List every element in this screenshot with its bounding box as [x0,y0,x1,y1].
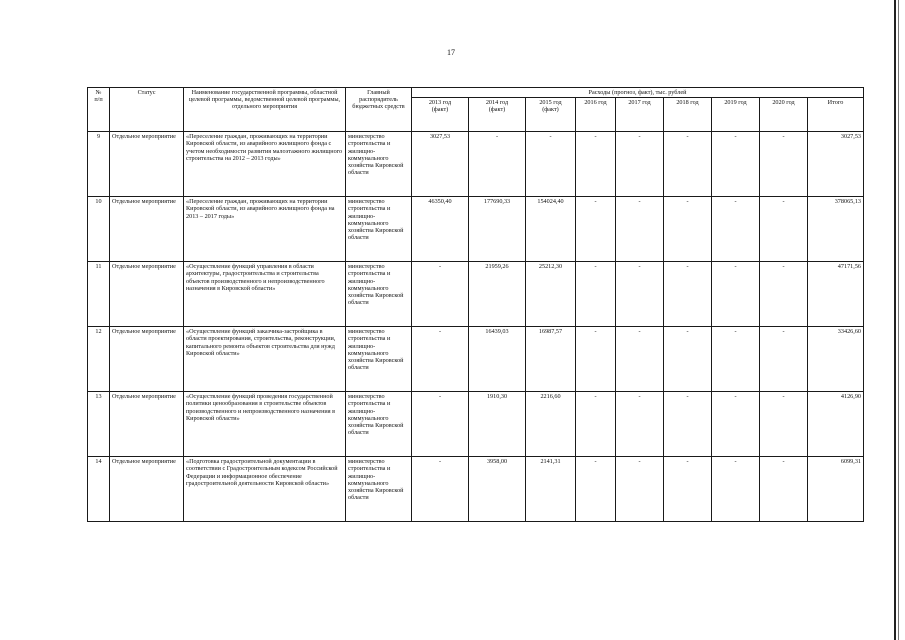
header-year: 2015 год (факт) [526,98,576,132]
row-value: 3958,00 [469,457,526,522]
row-name: «Подготовка градостроительной документации в соответствии с Градостроительным кодексом Российской Федерации и информационное обеспечение градостроительной деятельности Кировской области» [184,457,346,522]
row-value: - [664,132,712,197]
row-value: - [664,197,712,262]
row-value: - [576,132,616,197]
row-value: 1910,30 [469,392,526,457]
row-no: 12 [88,327,110,392]
row-name: «Осуществление функций проведения государственной политики ценообразования в строительстве объектов производственного и непроизводственного назначения в Кировской области» [184,392,346,457]
row-name: «Осуществление функций управления в области архитектуры, градостроительства и строительства объектов производственного и непроизводственного назначения в Кировской области» [184,262,346,327]
row-value: - [412,457,469,522]
header-year: 2013 год (факт) [412,98,469,132]
header-year: 2016 год [576,98,616,132]
table-row [88,197,864,262]
row-total: 3027,53 [808,132,864,197]
table-row [88,392,864,457]
row-value: - [616,262,664,327]
row-value: - [760,262,808,327]
row-value: 21959,26 [469,262,526,327]
row-value: 3027,53 [412,132,469,197]
row-value: - [712,457,760,522]
row-value: 2216,60 [526,392,576,457]
row-value: - [712,197,760,262]
row-status: Отдельное мероприятие [110,457,184,522]
page-number: 17 [447,48,455,57]
row-value: - [616,392,664,457]
row-value: - [712,327,760,392]
row-name: «Осуществление функций заказчика-застройщика в области проектирования, строительства, реконструкции, капитального ремонта объектов строительства для нужд Кировской области» [184,327,346,392]
table-row [88,327,864,392]
scan-edge-shadow [898,0,899,640]
row-executor: министерство строительства и жилищно-коммунального хозяйства Кировской области [346,197,412,262]
row-executor: министерство строительства и жилищно-коммунального хозяйства Кировской области [346,327,412,392]
row-value: - [712,392,760,457]
header-expenses-group: Расходы (прогноз, факт), тыс. рублей [412,88,864,98]
row-value: 2141,31 [526,457,576,522]
row-value: - [526,132,576,197]
row-value: - [664,327,712,392]
row-no: 11 [88,262,110,327]
row-total: 33426,60 [808,327,864,392]
row-status: Отдельное мероприятие [110,392,184,457]
row-value: - [576,197,616,262]
row-value: 177690,33 [469,197,526,262]
row-value: - [760,197,808,262]
row-value: - [760,392,808,457]
table-row [88,132,864,197]
row-no: 10 [88,197,110,262]
row-value: - [712,132,760,197]
row-executor: министерство строительства и жилищно-коммунального хозяйства Кировской области [346,392,412,457]
row-total: 47171,56 [808,262,864,327]
row-value: - [412,327,469,392]
budget-table [87,87,864,522]
row-value: - [664,392,712,457]
header-no: № п/п [88,88,110,132]
row-executor: министерство строительства и жилищно-коммунального хозяйства Кировской области [346,262,412,327]
row-total: 6099,31 [808,457,864,522]
row-name: «Переселение граждан, проживающих на территории Кировской области, из аварийного жилищного фонда на 2013 – 2017 годы» [184,197,346,262]
header-year: 2014 год (факт) [469,98,526,132]
row-status: Отдельное мероприятие [110,132,184,197]
row-value: 154024,40 [526,197,576,262]
row-value: - [576,262,616,327]
header-executor: Главный распорядитель бюджетных средств [346,88,412,132]
row-value: - [664,457,712,522]
row-value: - [712,262,760,327]
table-row [88,457,864,522]
row-value: - [616,197,664,262]
row-value: - [412,392,469,457]
row-executor: министерство строительства и жилищно-коммунального хозяйства Кировской области [346,457,412,522]
row-executor: министерство строительства и жилищно-коммунального хозяйства Кировской области [346,132,412,197]
row-name: «Переселение граждан, проживающих на территории Кировской области, из аварийного жилищного фонда с учетом необходимости развития малоэтажного жилищного строительства на 2012 – 2013 годы» [184,132,346,197]
row-value: - [760,327,808,392]
row-value: 16987,57 [526,327,576,392]
row-no: 9 [88,132,110,197]
row-value: 16439,03 [469,327,526,392]
header-year: 2019 год [712,98,760,132]
row-status: Отдельное мероприятие [110,327,184,392]
row-value: 46350,40 [412,197,469,262]
header-total: Итого [808,98,864,132]
scan-edge-line [894,0,896,640]
row-no: 13 [88,392,110,457]
header-year: 2020 год [760,98,808,132]
row-value: - [469,132,526,197]
row-value: - [616,327,664,392]
header-year: 2017 год [616,98,664,132]
header-name: Наименование государственной программы, областной целевой программы, ведомственной целевой программы, отдельного мероприятия [184,88,346,132]
row-value: - [412,262,469,327]
row-value: - [576,392,616,457]
header-status: Статус [110,88,184,132]
row-total: 378065,13 [808,197,864,262]
row-value: - [576,457,616,522]
row-value: - [760,457,808,522]
row-value: - [616,457,664,522]
row-value: - [760,132,808,197]
row-value: - [616,132,664,197]
row-status: Отдельное мероприятие [110,262,184,327]
header-year: 2018 год [664,98,712,132]
row-value: - [576,327,616,392]
row-no: 14 [88,457,110,522]
row-total: 4126,90 [808,392,864,457]
row-status: Отдельное мероприятие [110,197,184,262]
header-row-top [88,88,864,98]
table-row [88,262,864,327]
row-value: 25212,30 [526,262,576,327]
row-value: - [664,262,712,327]
